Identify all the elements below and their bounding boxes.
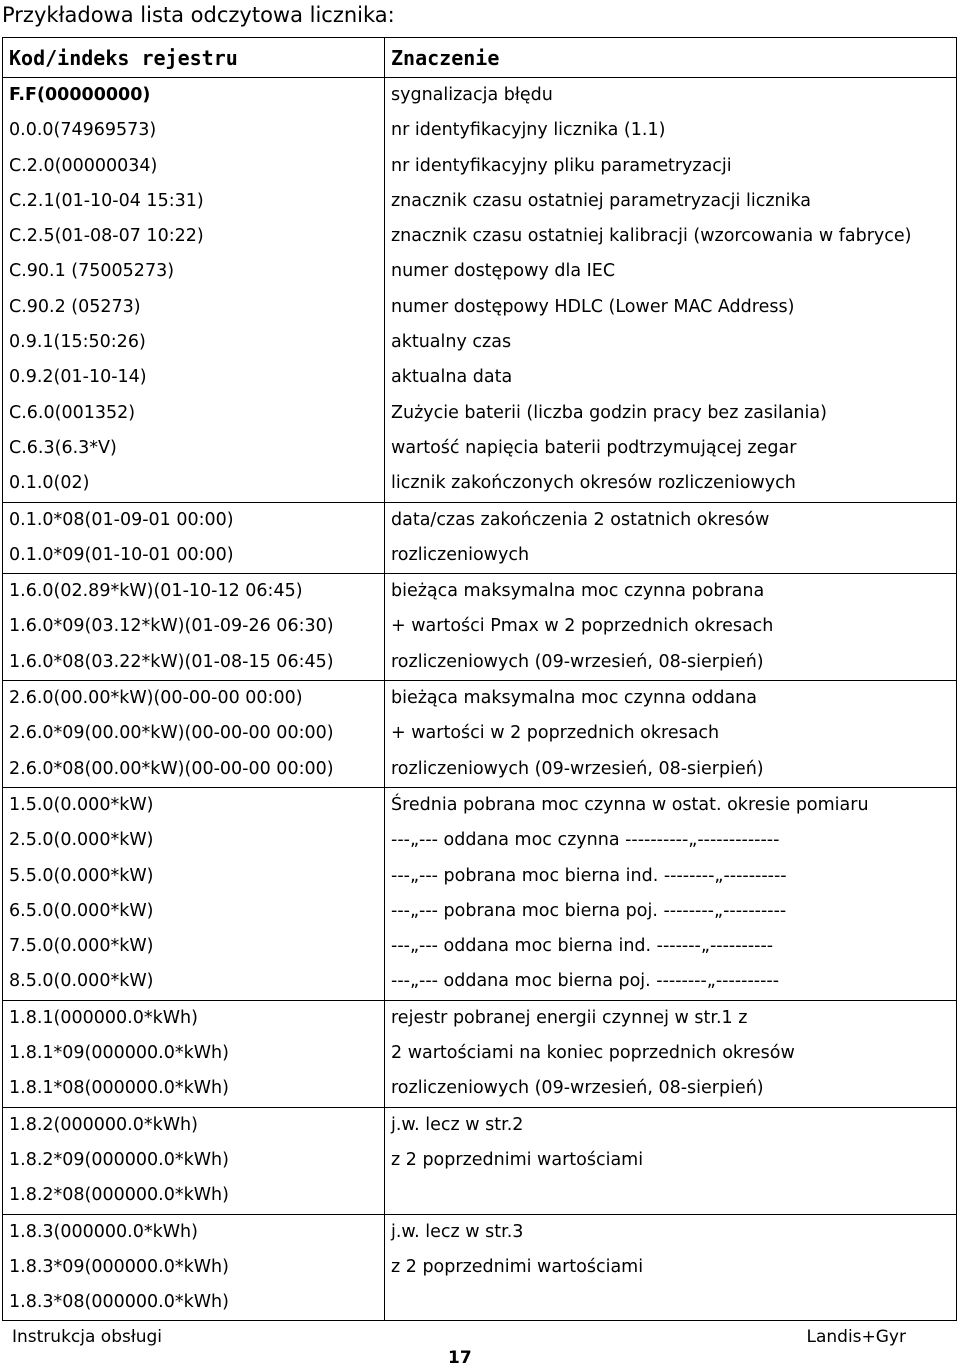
- register-code: 1.6.0(02.89*kW)(01-10-12 06:45): [9, 581, 303, 602]
- register-code: 0.1.0(02): [9, 473, 90, 494]
- register-meaning: Średnia pobrana moc czynna w ostat. okresie pomiaru: [391, 794, 869, 815]
- register-code: 2.6.0*08(00.00*kW)(00-00-00 00:00): [9, 758, 334, 779]
- table-row: [3, 360, 957, 395]
- register-code: 1.6.0*09(03.12*kW)(01-09-26 06:30): [9, 616, 334, 637]
- register-meaning-cell: [385, 325, 957, 360]
- register-meaning: znacznik czasu ostatniej kalibracji (wzorcowania w fabryce): [391, 226, 912, 247]
- register-meaning-cell: [385, 823, 957, 858]
- register-meaning: ---„--- pobrana moc bierna poj. --------„----------: [391, 900, 787, 921]
- register-meaning: nr identyfikacyjny pliku parametryzacji: [391, 155, 732, 176]
- register-meaning-cell: [385, 894, 957, 929]
- register-meaning: sygnalizacja błędu: [391, 85, 553, 105]
- register-code-cell: [3, 184, 385, 219]
- register-meaning-cell: [385, 254, 957, 289]
- register-meaning: aktualna data: [391, 367, 513, 388]
- register-code-cell: [3, 78, 385, 114]
- table-row: [3, 929, 957, 964]
- register-code: C.90.2 (05273): [9, 296, 141, 317]
- register-meaning: licznik zakończonych okresów rozliczeniowych: [391, 473, 796, 494]
- register-meaning: bieżąca maksymalna moc czynna pobrana: [391, 581, 765, 602]
- register-code: C.2.0(00000034): [9, 155, 158, 176]
- register-meaning: 2 wartościami na koniec poprzednich okresów: [391, 1043, 795, 1064]
- table-row: [3, 290, 957, 325]
- register-code: 5.5.0(0.000*kW): [9, 865, 154, 886]
- register-code: 0.1.0*08(01-09-01 00:00): [9, 509, 234, 530]
- register-code-cell: [3, 360, 385, 395]
- register-meaning-cell: [385, 681, 957, 788]
- register-meaning-cell: [385, 1000, 957, 1107]
- register-code: 2.6.0*09(00.00*kW)(00-00-00 00:00): [9, 723, 334, 744]
- register-code-cell: [3, 859, 385, 894]
- register-meaning: wartość napięcia baterii podtrzymującej zegar: [391, 437, 797, 458]
- page-title: Przykładowa lista odczytowa licznika:: [2, 3, 395, 27]
- table-row: [3, 466, 957, 502]
- register-code-cell: [3, 894, 385, 929]
- register-code: 1.8.1*08(000000.0*kWh): [9, 1078, 229, 1099]
- register-meaning-cell: [385, 787, 957, 823]
- register-code: 1.8.3*09(000000.0*kWh): [9, 1256, 229, 1277]
- register-code-cell: [3, 1107, 385, 1214]
- register-code-cell: [3, 149, 385, 184]
- register-code: C.6.3(6.3*V): [9, 437, 117, 458]
- table-row: [3, 325, 957, 360]
- register-meaning: ---„--- oddana moc bierna poj. --------„----------: [391, 971, 780, 992]
- register-code: 1.8.1(000000.0*kWh): [9, 1007, 198, 1028]
- register-meaning-cell: [385, 149, 957, 184]
- table-row: [3, 431, 957, 466]
- register-meaning: [391, 1178, 950, 1213]
- page-number: 17: [448, 1348, 472, 1368]
- register-meaning-cell: [385, 78, 957, 114]
- register-meaning: rozliczeniowych (09-wrzesień, 08-sierpień): [391, 758, 764, 779]
- register-code-cell: [3, 929, 385, 964]
- table-row: [3, 1000, 957, 1107]
- register-code-cell: [3, 1214, 385, 1321]
- register-meaning: aktualny czas: [391, 332, 512, 353]
- table-row: [3, 1107, 957, 1214]
- table-row: [3, 149, 957, 184]
- register-meaning: ---„--- oddana moc czynna ----------„-------------: [391, 830, 780, 851]
- register-code: 1.8.1*09(000000.0*kWh): [9, 1043, 229, 1064]
- register-code: 1.6.0*08(03.22*kW)(01-08-15 06:45): [9, 651, 334, 672]
- register-code-cell: [3, 964, 385, 1000]
- register-meaning: bieżąca maksymalna moc czynna oddana: [391, 688, 757, 709]
- register-meaning: data/czas zakończenia 2 ostatnich okresów: [391, 509, 770, 530]
- table-row: [3, 823, 957, 858]
- register-meaning-cell: [385, 113, 957, 148]
- register-meaning: rozliczeniowych: [391, 544, 530, 565]
- register-code-cell: [3, 823, 385, 858]
- register-meaning-cell: [385, 502, 957, 574]
- table-row: [3, 184, 957, 219]
- header-meaning: Znaczenie: [385, 38, 957, 78]
- register-code: C.2.5(01-08-07 10:22): [9, 226, 204, 247]
- register-code: 0.9.1(15:50:26): [9, 332, 146, 353]
- register-code: 2.5.0(0.000*kW): [9, 830, 154, 851]
- register-meaning: j.w. lecz w str.3: [391, 1221, 524, 1242]
- table-row: [3, 113, 957, 148]
- register-meaning: rejestr pobranej energii czynnej w str.1 z: [391, 1007, 748, 1028]
- register-meaning: rozliczeniowych (09-wrzesień, 08-sierpień): [391, 651, 764, 672]
- register-code-cell: [3, 290, 385, 325]
- register-code: 0.0.0(74969573): [9, 120, 157, 141]
- register-code-cell: [3, 1000, 385, 1107]
- footer-manual-title: Instrukcja obsługi: [12, 1327, 162, 1347]
- register-code-cell: [3, 787, 385, 823]
- table-header-row: [3, 38, 957, 78]
- table-row: [3, 502, 957, 574]
- register-meaning-cell: [385, 360, 957, 395]
- register-meaning: Zużycie baterii (liczba godzin pracy bez zasilania): [391, 402, 827, 423]
- table-row: [3, 681, 957, 788]
- register-meaning: + wartości w 2 poprzednich okresach: [391, 723, 720, 744]
- table-row: [3, 964, 957, 1000]
- register-code: 0.1.0*09(01-10-01 00:00): [9, 544, 234, 565]
- register-meaning: + wartości Pmax w 2 poprzednich okresach: [391, 616, 774, 637]
- register-meaning-cell: [385, 859, 957, 894]
- register-meaning-cell: [385, 964, 957, 1000]
- register-code-cell: [3, 466, 385, 502]
- register-code-cell: [3, 219, 385, 254]
- register-meaning-cell: [385, 929, 957, 964]
- table-row: [3, 78, 957, 114]
- register-code: F.F(00000000): [9, 85, 151, 105]
- register-code: 8.5.0(0.000*kW): [9, 971, 154, 992]
- register-code: 7.5.0(0.000*kW): [9, 936, 154, 957]
- register-meaning: rozliczeniowych (09-wrzesień, 08-sierpień): [391, 1078, 764, 1099]
- register-meaning-cell: [385, 396, 957, 431]
- register-code: 0.9.2(01-10-14): [9, 367, 147, 388]
- register-meaning: j.w. lecz w str.2: [391, 1114, 524, 1135]
- register-code: 1.5.0(0.000*kW): [9, 794, 154, 815]
- register-code: 6.5.0(0.000*kW): [9, 900, 154, 921]
- register-meaning: ---„--- oddana moc bierna ind. -------„----------: [391, 936, 774, 957]
- register-table: [2, 37, 957, 1321]
- register-meaning: z 2 poprzednimi wartościami: [391, 1149, 644, 1170]
- table-row: [3, 787, 957, 823]
- register-meaning: znacznik czasu ostatniej parametryzacji licznika: [391, 190, 812, 211]
- table-row: [3, 894, 957, 929]
- table-row: [3, 574, 957, 681]
- register-meaning: z 2 poprzednimi wartościami: [391, 1256, 644, 1277]
- register-meaning-cell: [385, 1214, 957, 1321]
- register-meaning-cell: [385, 290, 957, 325]
- register-code-cell: [3, 396, 385, 431]
- register-code: C.90.1 (75005273): [9, 261, 175, 282]
- register-meaning: ---„--- pobrana moc bierna ind. --------„----------: [391, 865, 787, 886]
- register-code-cell: [3, 431, 385, 466]
- register-code-cell: [3, 325, 385, 360]
- register-meaning-cell: [385, 466, 957, 502]
- register-meaning-cell: [385, 219, 957, 254]
- table-row: [3, 1214, 957, 1321]
- table-row: [3, 859, 957, 894]
- register-code: C.2.1(01-10-04 15:31): [9, 190, 204, 211]
- register-meaning-cell: [385, 184, 957, 219]
- register-code-cell: [3, 681, 385, 788]
- register-meaning-cell: [385, 574, 957, 681]
- register-meaning-cell: [385, 1107, 957, 1214]
- table-row: [3, 219, 957, 254]
- register-code: 2.6.0(00.00*kW)(00-00-00 00:00): [9, 688, 303, 709]
- register-code-cell: [3, 254, 385, 289]
- register-code-cell: [3, 113, 385, 148]
- register-code: C.6.0(001352): [9, 402, 136, 423]
- register-code: 1.8.2(000000.0*kWh): [9, 1114, 198, 1135]
- register-code-cell: [3, 574, 385, 681]
- register-meaning-cell: [385, 431, 957, 466]
- table-body: [3, 78, 957, 1321]
- register-meaning: numer dostępowy HDLC (Lower MAC Address): [391, 296, 795, 317]
- register-meaning: numer dostępowy dla IEC: [391, 261, 616, 282]
- register-meaning: nr identyfikacyjny licznika (1.1): [391, 120, 666, 141]
- register-code: 1.8.3*08(000000.0*kWh): [9, 1292, 229, 1313]
- table-row: [3, 254, 957, 289]
- register-meaning: [391, 1285, 950, 1320]
- table-row: [3, 396, 957, 431]
- register-code: 1.8.2*08(000000.0*kWh): [9, 1185, 229, 1206]
- register-code: 1.8.3(000000.0*kWh): [9, 1221, 198, 1242]
- register-code: 1.8.2*09(000000.0*kWh): [9, 1149, 229, 1170]
- header-code: Kod/indeks rejestru: [3, 38, 385, 78]
- footer-brand: Landis+Gyr: [806, 1327, 906, 1347]
- register-code-cell: [3, 502, 385, 574]
